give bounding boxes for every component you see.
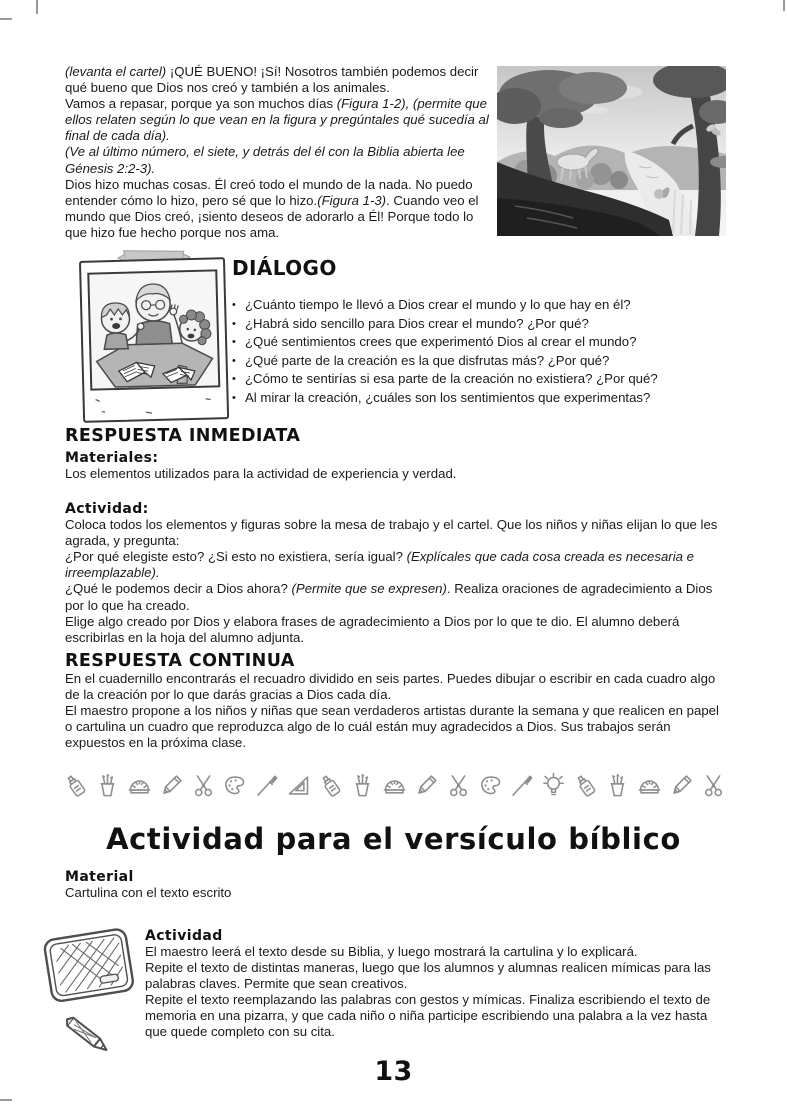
respuesta-inmediata-paragraphs (65, 517, 728, 646)
scissors-icon (190, 772, 217, 799)
materiales-text: Los elementos utilizados para la actividad de experiencia y verdad. (65, 466, 457, 481)
children-reading-polaroid-illustration (74, 248, 234, 428)
poster-and-pencil-illustration (40, 926, 142, 1068)
actividad-label: Actividad: (65, 501, 149, 518)
set-square-icon (285, 772, 312, 799)
paragraph: Coloca todos los elementos y figuras sobre la mesa de trabajo y el cartel. Que los niños y niñas elijan lo que les agrada, y pregunta: (65, 517, 718, 549)
pencil-icon (158, 772, 185, 799)
intro-paragraph: (levanta el cartel) ¡QUÉ BUENO! ¡Sí! Nosotros también podemos decir qué bueno que Dios nos creó y también a los animales. (65, 64, 479, 96)
respuesta-inmediata-title: RESPUESTA INMEDIATA (65, 426, 301, 446)
protractor-icon (126, 772, 153, 799)
pencil-icon (668, 772, 695, 799)
dialogo-question: • ¿Cuánto tiempo le llevó a Dios crear el mundo y lo que hay en él? (232, 296, 712, 315)
dialogo-question: • ¿Qué parte de la creación es la que disfrutas más? ¿Por qué? (232, 352, 712, 371)
dialogo-section (232, 256, 712, 408)
dialogo-questions (232, 296, 712, 408)
glue-icon (317, 772, 344, 799)
palette-icon (477, 772, 504, 799)
material-section (65, 869, 465, 901)
paragraph: El maestro leerá el texto desde su Biblia, y luego mostrará la cartulina y lo explicará. (145, 944, 638, 959)
respuesta-continua-paragraphs (65, 671, 728, 751)
respuesta-continua-section (65, 651, 728, 751)
paragraph: ¿Qué le podemos decir a Dios ahora? (Permite que se expresen). Realiza oraciones de agradecimiento a Dios por lo que ha creado. (65, 581, 713, 613)
glue-icon (572, 772, 599, 799)
cup-icon (604, 772, 631, 799)
actividad-paragraphs (145, 944, 731, 1041)
materiales-label: Materiales: (65, 450, 159, 466)
respuesta-continua-title: RESPUESTA CONTINUA (65, 651, 295, 671)
intro-paragraph: (Ve al último número, el siete, y detrás del él con la Biblia abierta lee Génesis 2:2-3). (65, 144, 465, 176)
glue-icon (62, 772, 89, 799)
dialogo-question: • ¿Qué sentimientos crees que experimentó Dios al crear el mundo? (232, 333, 712, 352)
actividad-versiculo-section (145, 928, 731, 1041)
paragraph: ¿Por qué elegiste esto? ¿Si esto no existiera, sería igual? (Explícales que cada cosa creada es necesaria e irreemplazable). (65, 549, 694, 581)
protractor-icon (381, 772, 408, 799)
palette-icon (221, 772, 248, 799)
intro-paragraph: Vamos a repasar, porque ya son muchos días (Figura 1-2), (permite que ellos relaten según lo que vean en la figura y pregúntales qué sucedía al final de cada día). (65, 96, 489, 144)
paragraph: Repite el texto reemplazando las palabras con gestos y mímicas. Finaliza escribiendo el texto de memoria en una pizarra, y que cada niño o niña participe escribiendo una palabra a la vez hasta que quede completo con su cita. (145, 992, 711, 1040)
cup-icon (94, 772, 121, 799)
protractor-icon (636, 772, 663, 799)
bulb-icon (540, 772, 567, 799)
respuesta-inmediata-section (65, 426, 728, 646)
school-supplies-border (62, 772, 727, 799)
dialogo-question: • ¿Cómo te sentirías si esa parte de la creación no existiera? ¿Por qué? (232, 370, 712, 389)
dialogo-question: • Al mirar la creación, ¿cuáles son los sentimientos que experimentas? (232, 389, 712, 408)
paragraph: Repite el texto de distintas maneras, luego que los alumnos y alumnas realicen mímicas para las palabras claves. Permite que sean creativos. (145, 960, 711, 992)
creation-garden-illustration (497, 66, 726, 236)
actividad-label: Actividad (145, 928, 223, 944)
crop-mark (0, 1099, 12, 1101)
scissors-icon (700, 772, 727, 799)
paragraph: Elige algo creado por Dios y elabora frases de agradecimiento a Dios por lo que te dio. El alumno deberá escribirlas en la hoja del alumno adjunta. (65, 613, 680, 645)
scissors-icon (445, 772, 472, 799)
crop-mark (36, 0, 38, 14)
cup-icon (349, 772, 376, 799)
crop-mark (0, 18, 12, 20)
paragraph: En el cuadernillo encontrarás el recuadro dividido en seis partes. Puedes dibujar o escribir en cada cuadro algo de la creación por lo que darás gracias a Dios cada día. (65, 671, 716, 703)
intro-paragraphs (65, 64, 493, 241)
pencil-icon (413, 772, 440, 799)
brush-icon (253, 772, 280, 799)
intro-paragraph: Dios hizo muchas cosas. Él creó todo el mundo de la nada. No puedo entender cómo lo hizo, pero sé que lo hizo.(Figura 1-3). Cuando veo el mundo que Dios creó, ¡siento deseos de adorarlo a Él! Porque todo lo que hizo fue hecho porque nos ama. (65, 176, 479, 240)
activity-title: Actividad para el versículo bíblico (106, 822, 681, 856)
brush-icon (508, 772, 535, 799)
paragraph: El maestro propone a los niños y niñas que sean verdaderos artistas durante la semana y que realicen en papel o cartulina un cuadro que reproduzca algo de lo cuál están muy agradecidos a Dios. Sus trabajos serán expuestos en la próxima clase. (65, 703, 719, 751)
dialogo-title: DIÁLOGO (232, 256, 337, 280)
dialogo-question: • ¿Habrá sido sencillo para Dios crear el mundo? ¿Por qué? (232, 315, 712, 334)
crop-mark (783, 0, 785, 11)
page-number: 13 (374, 1056, 413, 1087)
material-text: Cartulina con el texto escrito (65, 885, 232, 900)
material-label: Material (65, 869, 134, 885)
